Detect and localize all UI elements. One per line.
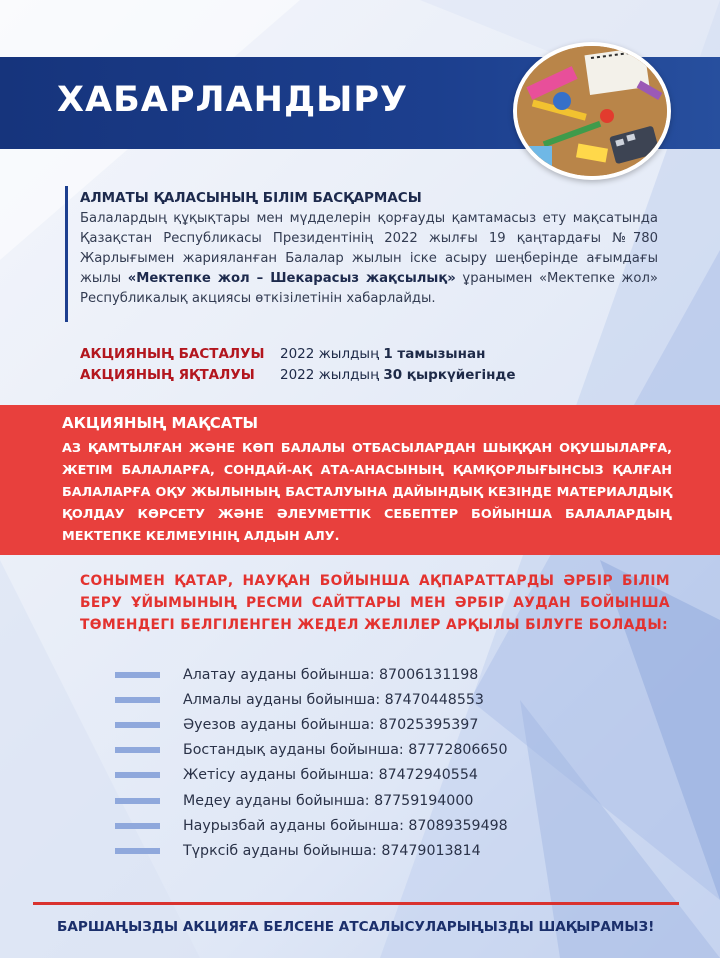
hotline-text: Алатау ауданы бойынша: 87006131198 xyxy=(183,666,479,683)
bullet-bar-icon xyxy=(115,747,160,753)
intro-text-part2: ұранымен «Мектепке жол» Республикалық акциясы өткізілетінін хабарлайды. xyxy=(80,271,658,306)
organization-name: АЛМАТЫ ҚАЛАСЫНЫҢ БІЛІМ БАСҚАРМАСЫ xyxy=(80,190,422,206)
hotline-list xyxy=(115,662,635,864)
goal-text: АЗ ҚАМТЫЛҒАН ЖӘНЕ КӨП БАЛАЛЫ ОТБАСЫЛАРДАН ШЫҚҚАН ОҚУШЫЛАРҒА, ЖЕТІМ БАЛАЛАРҒА, СОНДАЙ-АҚ АТА-АНАСЫНЫҢ ҚАМҚОРЛЫҒЫНСЫЗ ҚАЛҒАН БАЛАЛАРҒА ОҚУ ЖЫЛЫНЫҢ БАСТАЛУЫНА ДАЙЫНДЫҚ КЕЗІНДЕ МАТЕРИАЛДЫҚ ҚОЛДАУ КӨРСЕТУ ЖӘНЕ ӘЛЕУМЕТТІК СЕБЕПТЕР БОЙЫНША БАЛАЛАРДЫҢ МЕКТЕПКЕ КЕЛМЕУІНІҢ АЛДЫН АЛУ. xyxy=(62,441,672,544)
campaign-dates xyxy=(80,346,515,388)
list-item xyxy=(115,763,635,788)
list-item xyxy=(115,788,635,813)
start-date-row xyxy=(80,346,515,367)
end-date-row xyxy=(80,367,515,388)
hotline-text: Медеу ауданы бойынша: 87759194000 xyxy=(183,792,474,809)
hotline-text: Әуезов ауданы бойынша: 87025395397 xyxy=(183,716,479,733)
intro-text-part1: Балалардың құқықтары мен мүдделерін қорғауды қамтамасыз ету мақсатында Қазақстан Республикасы Президентінің 2022 жылғы 19 қаңтардағы №780 Жарлығымен жарияланған Балалар жылын іске асыру шеңберінде ағымдағы жылы xyxy=(80,211,658,286)
bullet-bar-icon xyxy=(115,672,160,678)
start-date-bold: 1 тамызынан xyxy=(383,346,486,362)
bullet-bar-icon xyxy=(115,823,160,829)
footer-call-to-action: БАРШАҢЫЗДЫ АКЦИЯҒА БЕЛСЕНЕ АТСАЛЫСУЛАРЫҢЫЗДЫ ШАҚЫРАМЫЗ! xyxy=(57,919,655,935)
bullet-bar-icon xyxy=(115,772,160,778)
campaign-slogan: «Мектепке жол – Шекарасыз жақсылық» xyxy=(127,271,456,286)
list-item xyxy=(115,738,635,763)
hotline-text: Алмалы ауданы бойынша: 87470448553 xyxy=(183,691,484,708)
bullet-bar-icon xyxy=(115,798,160,804)
footer-divider xyxy=(33,902,679,905)
hotline-text: Наурызбай ауданы бойынша: 87089359498 xyxy=(183,817,508,834)
end-date-bold: 30 қыркүйегінде xyxy=(383,367,516,383)
hotline-text: Жетісу ауданы бойынша: 87472940554 xyxy=(183,767,478,784)
list-item xyxy=(115,662,635,687)
school-supplies-photo xyxy=(513,42,671,180)
list-item xyxy=(115,813,635,838)
bullet-bar-icon xyxy=(115,722,160,728)
end-date-label: АКЦИЯНЫҢ ЯҚТАЛУЫ xyxy=(80,367,255,383)
start-date-prefix: 2022 жылдың xyxy=(280,346,384,362)
hotline-text: Түрксіб ауданы бойынша: 87479013814 xyxy=(183,842,481,859)
list-item xyxy=(115,838,635,863)
intro-text xyxy=(80,209,658,309)
notice-text: СОНЫМЕН ҚАТАР, НАУҚАН БОЙЫНША АҚПАРАТТАРДЫ ӘРБІР БІЛІМ БЕРУ ҰЙЫМЫНЫҢ РЕСМИ САЙТТАРЫ МЕН ӘРБІР АУДАН БОЙЫНША ТӨМЕНДЕГІ БЕЛГІЛЕНГЕН ЖЕДЕЛ ЖЕЛІЛЕР АРҚЫЛЫ БІЛУГЕ БОЛАДЫ: xyxy=(80,573,670,633)
goal-title: АКЦИЯНЫҢ МАҚСАТЫ xyxy=(62,414,259,432)
list-item xyxy=(115,712,635,737)
list-item xyxy=(115,687,635,712)
end-date-value xyxy=(280,367,515,383)
start-date-label: АКЦИЯНЫҢ БАСТАЛУЫ xyxy=(80,346,265,362)
start-date-value xyxy=(280,346,485,362)
hotline-text: Бостандық ауданы бойынша: 87772806650 xyxy=(183,742,508,759)
page-title: ХАБАРЛАНДЫРУ xyxy=(57,80,409,120)
bullet-bar-icon xyxy=(115,848,160,854)
end-date-prefix: 2022 жылдың xyxy=(280,367,384,383)
intro-accent-rule xyxy=(65,186,68,322)
bullet-bar-icon xyxy=(115,697,160,703)
intro-block xyxy=(80,190,658,309)
